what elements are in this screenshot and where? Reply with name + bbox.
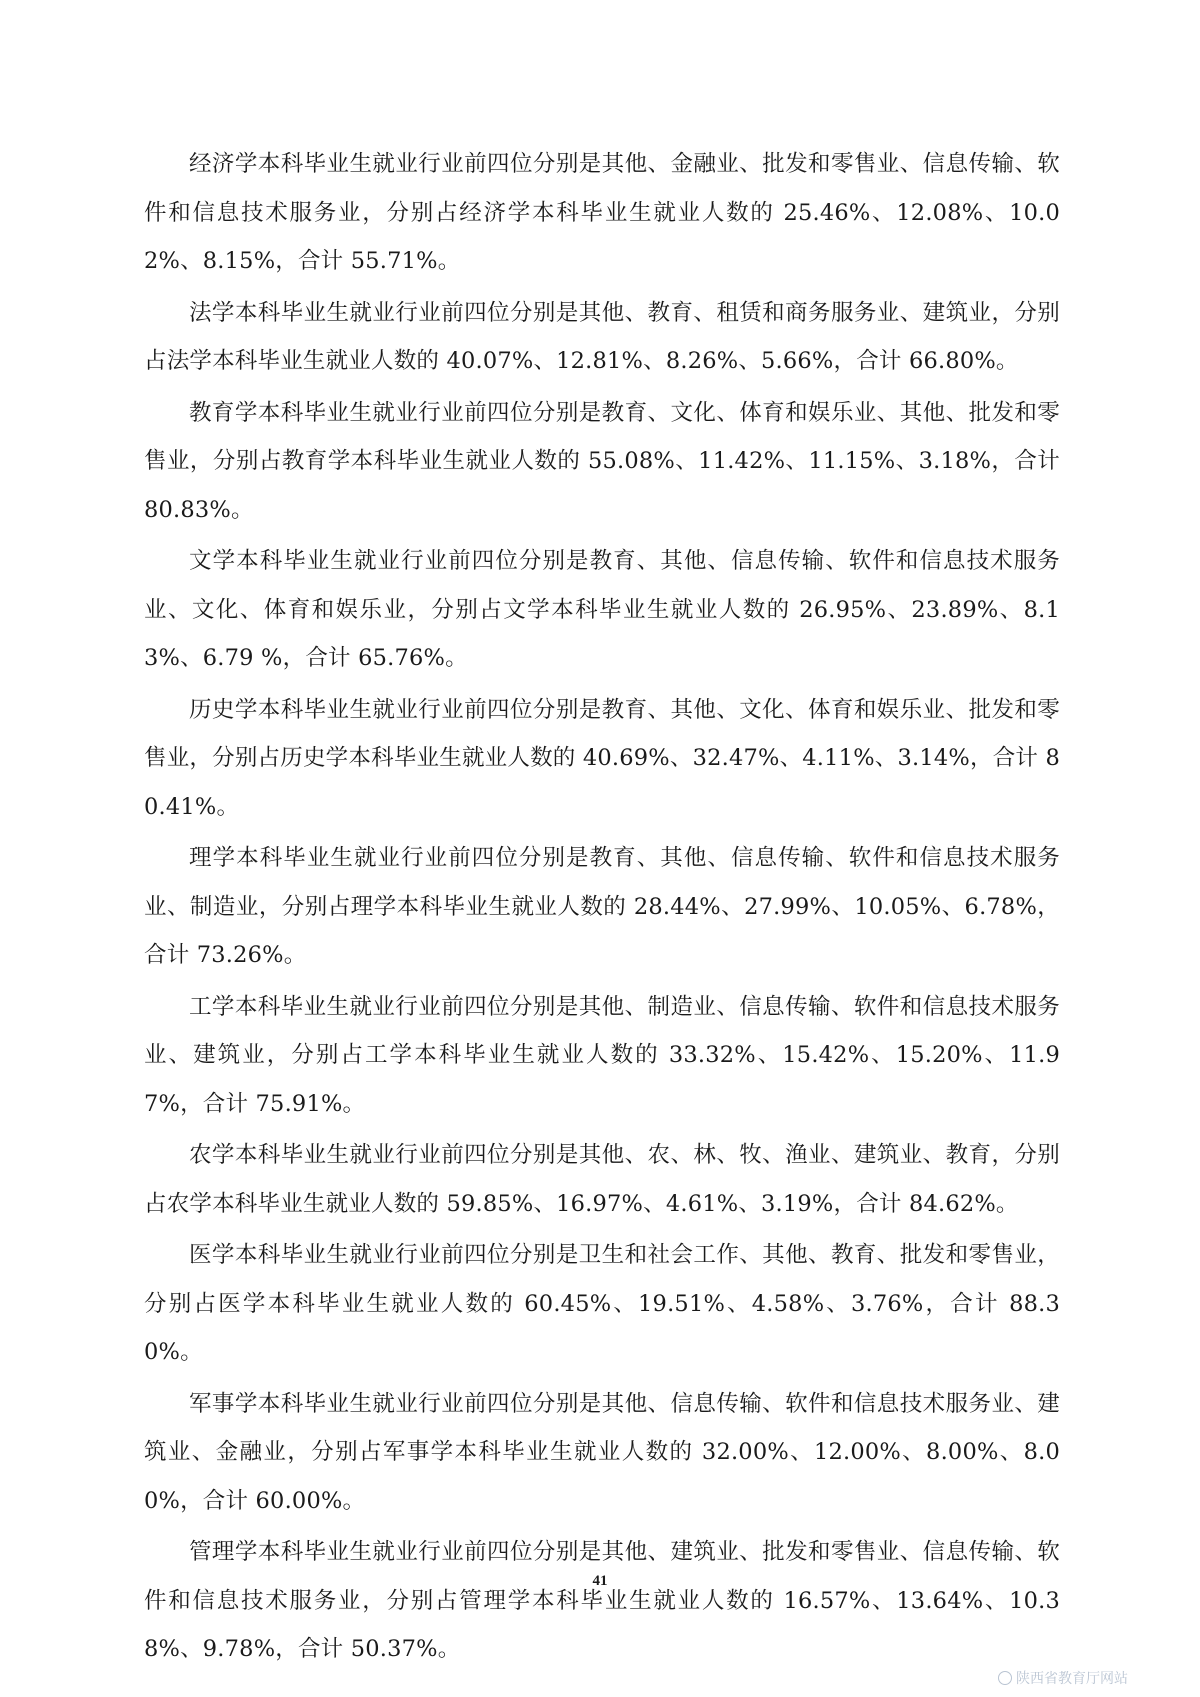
paragraph-agriculture: 农学本科毕业生就业行业前四位分别是其他、农、林、牧、渔业、建筑业、教育，分别占农学本科毕业生就业人数的 59.85%、16.97%、4.61%、3.19%，合计 84.62%。	[144, 1142, 1060, 1217]
paragraph-military: 军事学本科毕业生就业行业前四位分别是其他、信息传输、软件和信息技术服务业、建筑业、金融业，分别占军事学本科毕业生就业人数的 32.00%、12.00%、8.00%、8.00%，合计 60.00%。	[144, 1390, 1060, 1514]
paragraph-medicine: 医学本科毕业生就业行业前四位分别是卫生和社会工作、其他、教育、批发和零售业，分别占医学本科毕业生就业人数的 60.45%、19.51%、4.58%、3.76%，合计 88.30%。	[144, 1242, 1060, 1365]
paragraph-education: 教育学本科毕业生就业行业前四位分别是教育、文化、体育和娱乐业、其他、批发和零售业，分别占教育学本科毕业生就业人数的 55.08%、11.42%、11.15%、3.18%，合计 80.83%。	[144, 399, 1060, 523]
paragraph-science: 理学本科毕业生就业行业前四位分别是教育、其他、信息传输、软件和信息技术服务业、制造业，分别占理学本科毕业生就业人数的 28.44%、27.99%、10.05%、6.78%，合计 73.26%。	[144, 845, 1060, 968]
watermark-logo-icon	[998, 1671, 1012, 1685]
watermark-text: 陕西省教育厅网站	[1016, 1671, 1128, 1687]
paragraph-economics: 经济学本科毕业生就业行业前四位分别是其他、金融业、批发和零售业、信息传输、软件和信息技术服务业，分别占经济学本科毕业生就业人数的 25.46%、12.08%、10.02%、8.15%，合计 55.71%。	[144, 151, 1060, 274]
paragraph-engineering: 工学本科毕业生就业行业前四位分别是其他、制造业、信息传输、软件和信息技术服务业、建筑业，分别占工学本科毕业生就业人数的 33.32%、15.42%、15.20%、11.97%，合计 75.91%。	[144, 993, 1060, 1117]
paragraph-management: 管理学本科毕业生就业行业前四位分别是其他、建筑业、批发和零售业、信息传输、软件和信息技术服务业，分别占管理学本科毕业生就业人数的 16.57%、13.64%、10.38%、9.78%，合计 50.37%。	[144, 1539, 1060, 1662]
site-watermark	[998, 1668, 1128, 1688]
paragraph-history: 历史学本科毕业生就业行业前四位分别是教育、其他、文化、体育和娱乐业、批发和零售业，分别占历史学本科毕业生就业人数的 40.69%、32.47%、4.11%、3.14%，合计 80.41%。	[144, 696, 1060, 820]
paragraph-literature: 文学本科毕业生就业行业前四位分别是教育、其他、信息传输、软件和信息技术服务业、文化、体育和娱乐业，分别占文学本科毕业生就业人数的 26.95%、23.89%、8.13%、6.79 %，合计 65.76%。	[144, 548, 1060, 671]
page-number: 41	[592, 1573, 608, 1589]
paragraph-law: 法学本科毕业生就业行业前四位分别是其他、教育、租赁和商务服务业、建筑业，分别占法学本科毕业生就业人数的 40.07%、12.81%、8.26%、5.66%，合计 66.80%。	[144, 299, 1060, 374]
document-body	[144, 140, 1060, 1677]
